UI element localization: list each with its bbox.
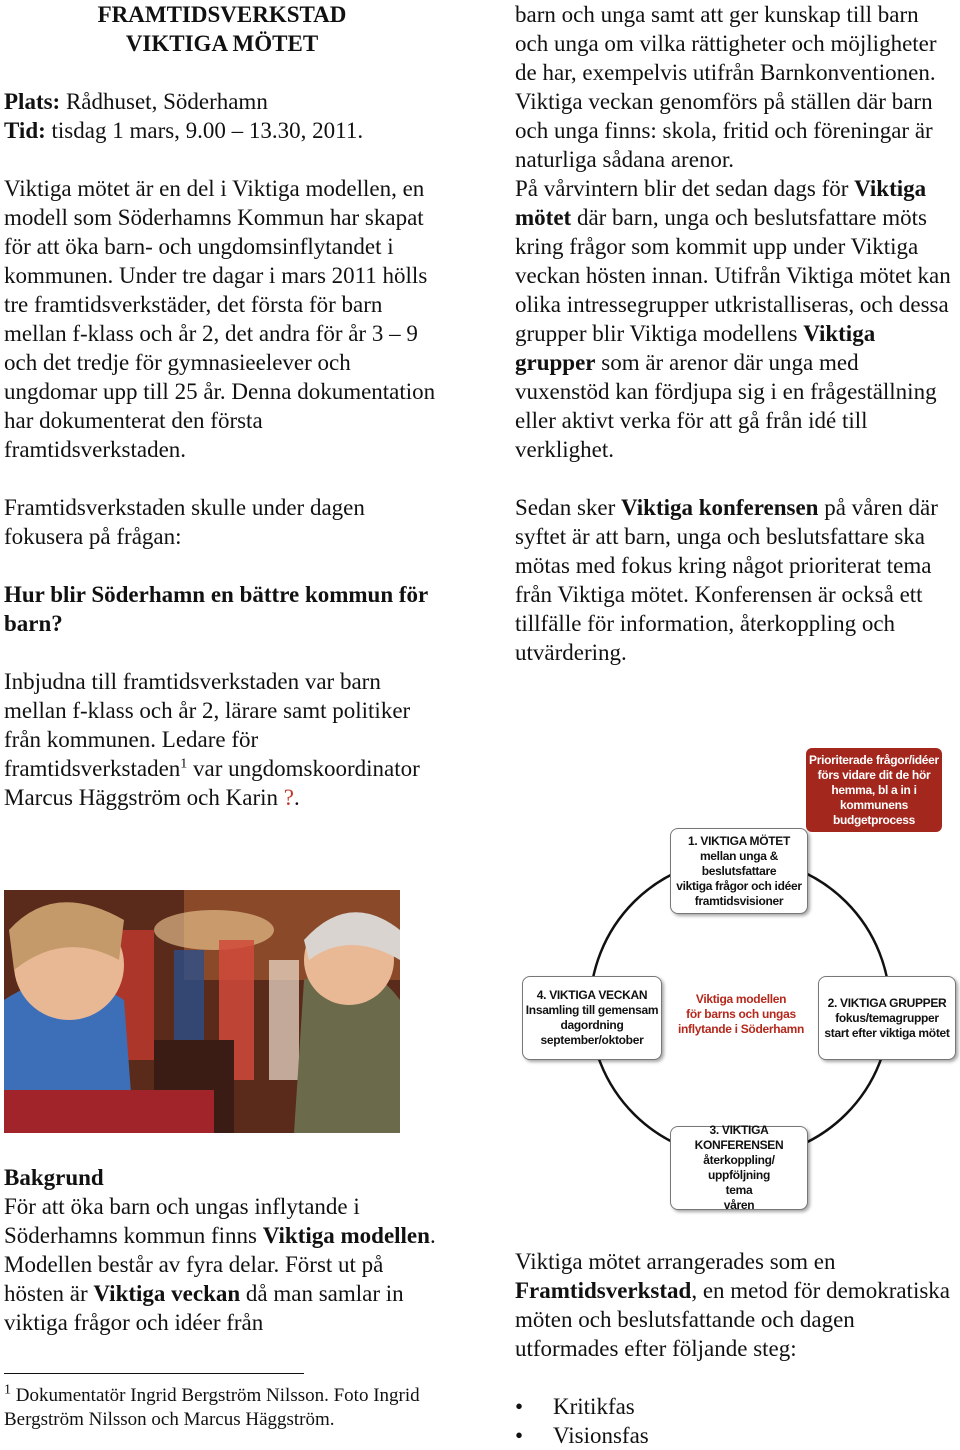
- right-paragraph-5: [515, 1247, 955, 1363]
- document-title: [4, 0, 440, 58]
- prio-line-2: förs vidare dit de hör: [817, 767, 931, 782]
- p3-text-d: som är arenor där unga med vuxenstöd kan fördjupa sig i en frågeställning eller aktivt verka för att gå från idé till verklighet.: [515, 350, 937, 462]
- viktiga-veckan-box: [522, 976, 662, 1060]
- workshop-photo: [4, 890, 400, 1133]
- box1-line-5: framtidsvisioner: [694, 893, 784, 908]
- tid-value: tisdag 1 mars, 9.00 – 13.30, 2011.: [45, 118, 364, 143]
- step-item: • Kritikfas: [515, 1392, 955, 1421]
- bakgrund-heading-text: Bakgrund: [4, 1165, 104, 1190]
- bakgrund-paragraph: [4, 1192, 444, 1337]
- bakgrund-bold-1: Viktiga modellen: [262, 1223, 430, 1248]
- prio-line-5: budgetprocess: [832, 812, 916, 827]
- viktiga-motet-box: [670, 828, 808, 914]
- invited-text-b: var ungdomskoordinator Marcus Häggström och Karin: [4, 756, 420, 810]
- box4-line-3: dagordning: [560, 1018, 624, 1032]
- viktiga-konferensen-box: [670, 1123, 808, 1212]
- title-line-1: FRAMTIDSVERKSTAD: [97, 2, 347, 27]
- tid-label: Tid:: [4, 118, 46, 143]
- box4-line-1: 4. VIKTIGA VECKAN: [536, 988, 648, 1002]
- bakgrund-heading: [4, 1163, 444, 1192]
- viktiga-grupper-box: [818, 976, 956, 1060]
- invited-end: .: [293, 785, 300, 810]
- workshop-photo-illustration: [4, 890, 400, 1133]
- box3-line-1: 3. VIKTIGA KONFERENSEN: [694, 1123, 784, 1152]
- center-line-1: Viktiga modellen: [695, 992, 787, 1006]
- p3-text-c: där barn, unga och beslutsfattare möts kring frågor som kommit upp under Viktiga veckan hösten innan. Utifrån Viktiga mötet kan olika intressegrupper utkristalliseras, och dessa grupper blir Viktiga modellens: [515, 205, 951, 346]
- right-paragraph-2: Viktiga veckan genomförs på ställen där barn och unga finns: skola, fritid och föreningar är naturliga sådana arenor.: [515, 89, 933, 172]
- right-bottom-section: [515, 1247, 955, 1450]
- box1-line-3: beslutsfattare: [701, 863, 777, 878]
- bakgrund-text-1: För att öka barn och ungas inflytande i Söderhamns kommun finns: [4, 1194, 360, 1248]
- box3-line-4: våren: [723, 1198, 755, 1212]
- center-line-2: för barns och ungas: [686, 1007, 796, 1021]
- footnote-text: Dokumentatör Ingrid Bergström Nilsson. Foto Ingrid Bergström Nilsson och Marcus Häggström.: [4, 1385, 420, 1430]
- invited-paragraph: [4, 667, 444, 812]
- focus-question-text: Hur blir Söderhamn en bättre kommun för barn?: [4, 582, 428, 636]
- prio-line-3: hemma, bl a in i: [831, 782, 917, 797]
- bakgrund-text-3: då man samlar in viktiga frågor och idéer från: [4, 1281, 404, 1335]
- box1-line-2: mellan unga &: [699, 848, 779, 863]
- viktiga-modellen-diagram: [510, 740, 960, 1220]
- box1-line-1: 1. VIKTIGA MÖTET: [687, 833, 791, 848]
- bakgrund-bold-2: Viktiga veckan: [93, 1281, 241, 1306]
- right-paragraph-4: [515, 493, 955, 667]
- p3-bold-2: Viktiga grupper: [515, 321, 876, 375]
- footnote: [4, 1384, 444, 1432]
- box3-line-3: tema: [725, 1183, 753, 1197]
- diagram-center-label: [666, 992, 816, 1037]
- plats-label: Plats:: [4, 89, 61, 114]
- right-paragraph-1: barn och unga samt att ger kunskap till barn och unga om vilka rättigheter och möjligheter de har, exempelvis utifrån Barnkonventionen.: [515, 2, 937, 85]
- p3-text-a: På vårvintern blir det sedan dags för: [515, 176, 855, 201]
- box4-line-2: Insamling till gemensam: [525, 1003, 659, 1017]
- focus-paragraph: Framtidsverkstaden skulle under dagen fokusera på frågan:: [4, 495, 365, 549]
- step-item: • Visionsfas: [515, 1421, 955, 1450]
- center-line-3: inflytande i Söderhamn: [677, 1022, 805, 1036]
- right-column: [515, 0, 955, 667]
- box2-line-3: start efter viktiga mötet: [824, 1025, 950, 1040]
- prioritized-issues-box: [806, 748, 942, 832]
- box2-line-1: 2. VIKTIGA GRUPPER: [827, 995, 947, 1010]
- box3-line-2: återkoppling/ uppföljning: [703, 1153, 775, 1182]
- box2-line-2: fokus/temagrupper: [835, 1010, 939, 1025]
- plats-line: [4, 87, 444, 116]
- p3-bold-1: Viktiga mötet: [515, 176, 927, 230]
- right-paragraph-3: [515, 174, 955, 464]
- unknown-name-mark: ?: [283, 785, 294, 810]
- left-column: [4, 0, 444, 812]
- p5-text-a: Viktiga mötet arrangerades som en: [515, 1249, 836, 1274]
- steps-list: [515, 1392, 955, 1450]
- plats-value: Rådhuset, Söderhamn: [60, 89, 268, 114]
- box1-line-4: viktiga frågor och idéer: [676, 878, 802, 893]
- box4-line-4: september/oktober: [540, 1033, 644, 1047]
- intro-paragraph: Viktiga mötet är en del i Viktiga modellen, en modell som Söderhamns Kommun har skapat för att öka barn- och ungdomsinflytandet i kommunen. Under tre dagar i mars 2011 hölls tre framtidsverkstäder, det första för barn mellan f-klass och år 2, det andra för år 3 – 9 och det tredje för gymnasieelever och ungdomar upp till 25 år. Denna dokumentation har dokumenterat den första framtidsverkstaden.: [4, 176, 436, 462]
- p5-text-c: , en metod för demokratiska möten och beslutsfattande och dagen utformades efter följande steg:: [515, 1278, 950, 1361]
- p4-text-c: på våren där syftet är att barn, unga och beslutsfattare ska mötas med fokus kring något prioriterat tema från Viktiga mötet. Konferensen är också ett tillfälle för information, återkoppling och utvärdering.: [515, 495, 938, 665]
- bakgrund-text-2: . Modellen består av fyra delar. Först ut på hösten är: [4, 1223, 436, 1306]
- footnote-ref[interactable]: 1: [180, 756, 188, 772]
- invited-text-a: Inbjudna till framtidsverkstaden var barn mellan f-klass och år 2, lärare samt politiker från kommunen. Ledare för framtidsverkstaden: [4, 669, 411, 781]
- footnote-number: 1: [4, 1382, 11, 1398]
- title-line-2: VIKTIGA MÖTET: [125, 31, 319, 56]
- bakgrund-section: [4, 1163, 444, 1337]
- tid-line: [4, 116, 444, 145]
- p5-bold: Framtidsverkstad: [515, 1278, 692, 1303]
- p4-text-a: Sedan sker: [515, 495, 622, 520]
- prio-line-1: Prioriterade frågor/idéer: [809, 752, 939, 767]
- p4-bold: Viktiga konferensen: [621, 495, 819, 520]
- focus-question: [4, 580, 444, 638]
- prio-line-4: kommunens: [840, 797, 908, 812]
- footnote-divider: [4, 1373, 304, 1374]
